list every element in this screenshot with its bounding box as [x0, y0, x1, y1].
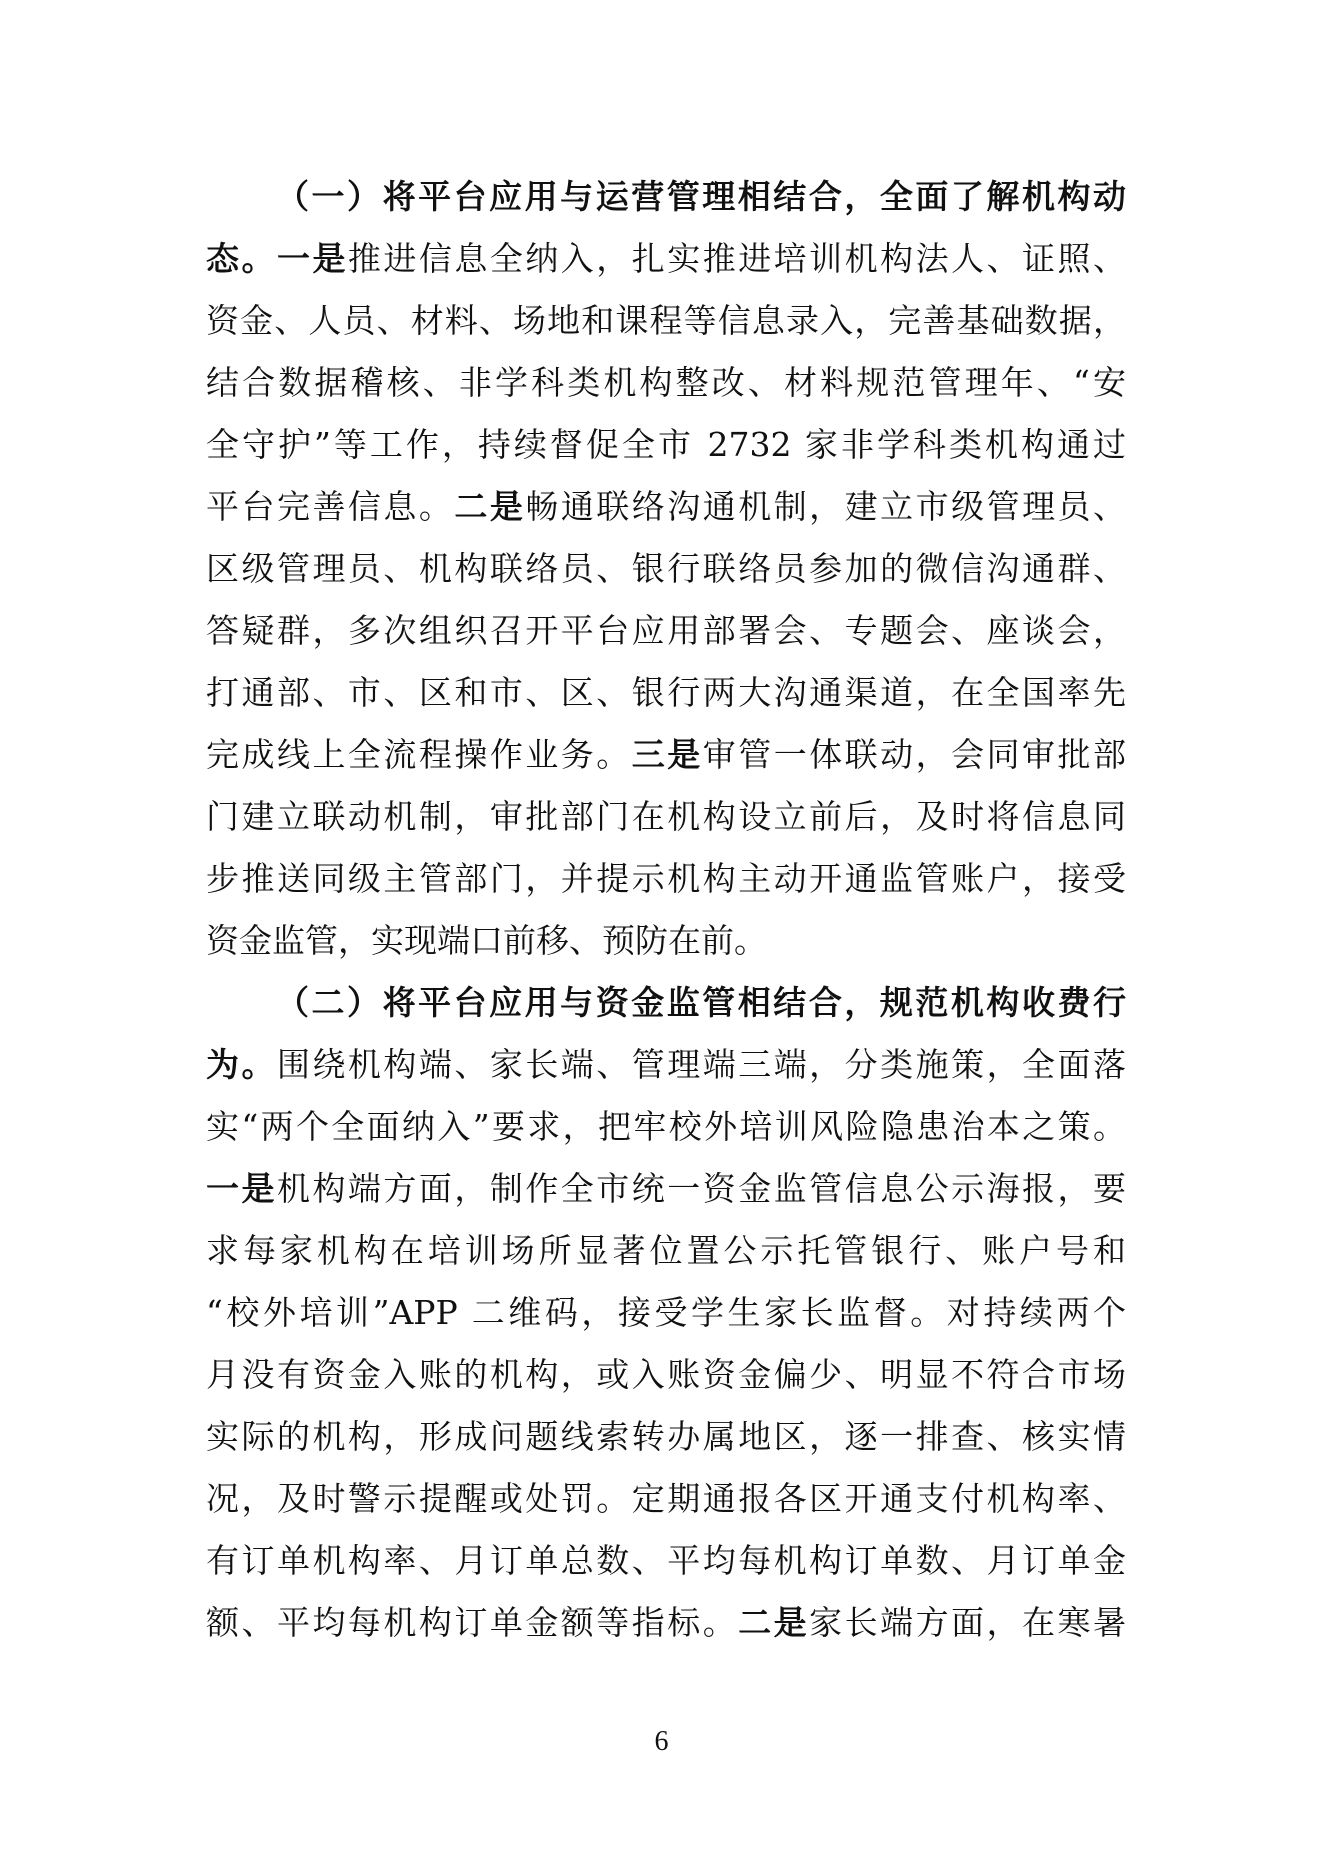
text-line: 实“两个全面纳入”要求，把牢校外培训风险隐患治本之策。 [206, 1107, 1126, 1146]
text-line: 打通部、市、区和市、区、银行两大沟通渠道，在全国率先 [206, 673, 1126, 712]
text-line: 结合数据稽核、非学科类机构整改、材料规范管理年、“安 [206, 363, 1126, 402]
text-line: 步推送同级主管部门，并提示机构主动开通监管账户，接受 [206, 859, 1126, 898]
text-line: 求每家机构在培训场所显著位置公示托管银行、账户号和 [206, 1231, 1126, 1270]
text-line: 月没有资金入账的机构，或入账资金偏少、明显不符合市场 [206, 1355, 1126, 1394]
text-line: 区级管理员、机构联络员、银行联络员参加的微信沟通群、 [206, 549, 1126, 588]
text-line: 资金、人员、材料、场地和课程等信息录入，完善基础数据， [206, 301, 1126, 340]
text-line: 资金监管，实现端口前移、预防在前。 [206, 921, 767, 960]
text-line: 完成线上全流程操作业务。三是审管一体联动，会同审批部 [206, 735, 1126, 774]
text-line: 态。一是推进信息全纳入，扎实推进培训机构法人、证照、 [206, 239, 1126, 278]
text-line: 实际的机构，形成问题线索转办属地区，逐一排查、核实情 [206, 1417, 1126, 1456]
page-number: 6 [654, 1726, 669, 1757]
text-line: 一是机构端方面，制作全市统一资金监管信息公示海报，要 [206, 1169, 1126, 1208]
text-line: 平台完善信息。二是畅通联络沟通机制，建立市级管理员、 [206, 487, 1126, 526]
text-line: 答疑群，多次组织召开平台应用部署会、专题会、座谈会， [206, 611, 1126, 650]
text-line: “校外培训”APP 二维码，接受学生家长监督。对持续两个 [206, 1293, 1126, 1332]
section-1-heading: （一）将平台应用与运营管理相结合，全面了解机构动 [276, 177, 1126, 216]
text-line: 况，及时警示提醒或处罚。定期通报各区开通支付机构率、 [206, 1479, 1126, 1518]
section-2-heading: （二）将平台应用与资金监管相结合，规范机构收费行 [276, 983, 1126, 1022]
text-line: 全守护”等工作，持续督促全市 2732 家非学科类机构通过 [206, 425, 1126, 464]
section-2-paragraph [206, 972, 1126, 1654]
text-line: 门建立联动机制，审批部门在机构设立前后，及时将信息同 [206, 797, 1126, 836]
text-line: 有订单机构率、月订单总数、平均每机构订单数、月订单金 [206, 1541, 1126, 1580]
text-line: 额、平均每机构订单金额等指标。二是家长端方面，在寒暑 [206, 1603, 1126, 1642]
section-1-paragraph [206, 166, 1126, 972]
text-line: 为。围绕机构端、家长端、管理端三端，分类施策，全面落 [206, 1045, 1126, 1084]
